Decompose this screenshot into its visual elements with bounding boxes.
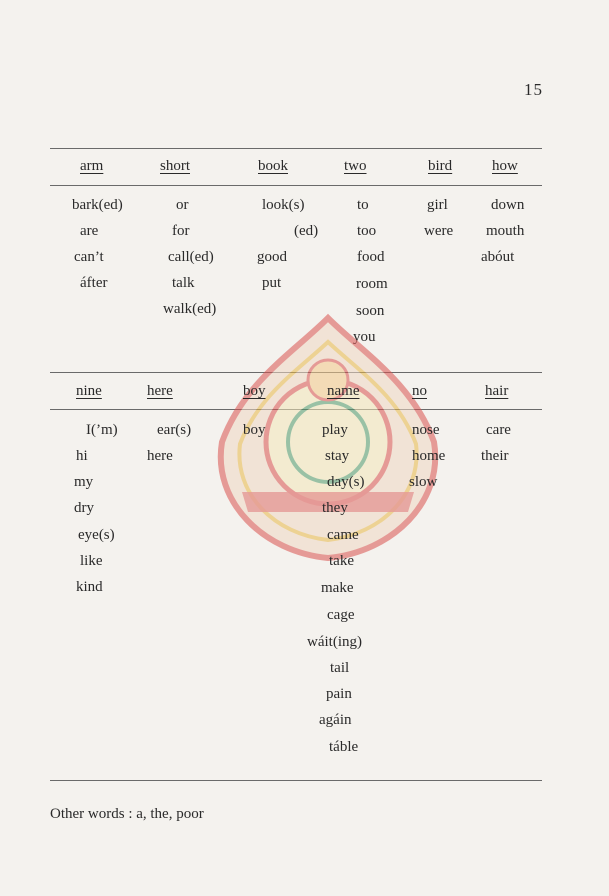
table1-header: arm — [80, 158, 104, 174]
table2-word: like — [80, 553, 103, 569]
table2-word: ear(s) — [157, 422, 192, 438]
table1-word: you — [353, 329, 376, 345]
table1-header: bird — [428, 158, 453, 174]
table1-word: good — [257, 249, 287, 265]
table1-word: are — [80, 223, 99, 239]
table2-word: make — [321, 580, 354, 596]
table2-word: agáin — [319, 712, 352, 728]
table1-word: down — [491, 197, 525, 213]
table1-word: food — [357, 249, 385, 265]
table1-word: talk — [172, 275, 195, 291]
table2-word: kind — [76, 579, 103, 595]
table1-word: mouth — [486, 223, 525, 239]
table2-header: name — [327, 383, 360, 399]
table1-word: walk(ed) — [163, 301, 217, 317]
table1-header-rule — [50, 185, 542, 186]
table2-word: stay — [325, 448, 350, 464]
table1-word: room — [356, 276, 388, 292]
table2-header: boy — [243, 383, 266, 399]
table2-word: tail — [330, 660, 350, 676]
table2-word: take — [329, 553, 354, 569]
table2-word: wáit(ing) — [307, 634, 362, 650]
table2-word: nose — [412, 422, 440, 438]
table1-header: short — [160, 158, 190, 174]
table2-word: here — [147, 448, 173, 464]
table2-word: I(’m) — [86, 422, 118, 438]
table2-word: my — [74, 474, 94, 490]
table1-word: abóut — [481, 249, 515, 265]
table1-word: can’t — [74, 249, 104, 265]
other-words-line: Other words : a, the, poor — [50, 806, 204, 822]
table1-header: how — [492, 158, 518, 174]
table1-top-rule — [50, 148, 542, 149]
bottom-rule — [50, 780, 542, 781]
table2-word: care — [486, 422, 511, 438]
table2-word: day(s) — [327, 474, 365, 490]
table1-word: áfter — [80, 275, 108, 291]
table2-word: home — [412, 448, 446, 464]
table2-word: eye(s) — [78, 527, 115, 543]
table1-word: for — [172, 223, 190, 239]
table2-word: cage — [327, 607, 355, 623]
table1-word: too — [357, 223, 377, 239]
table1-word: bark(ed) — [72, 197, 123, 213]
table1-word: or — [176, 197, 189, 213]
table1-header: book — [258, 158, 288, 174]
table2-header: hair — [485, 383, 509, 399]
table2-word: play — [322, 422, 348, 438]
table1-word: girl — [427, 197, 448, 213]
table2-word: dry — [74, 500, 94, 516]
table2-word: slow — [409, 474, 438, 490]
table1-word: soon — [356, 303, 385, 319]
table1-word: to — [357, 197, 369, 213]
table2-word: hi — [76, 448, 88, 464]
table1-word: call(ed) — [168, 249, 214, 265]
table2-header: here — [147, 383, 173, 399]
table1-word: put — [262, 275, 282, 291]
table2-word: táble — [329, 739, 359, 755]
table2-header: no — [412, 383, 427, 399]
table1-word: were — [424, 223, 454, 239]
table2-word: came — [327, 527, 359, 543]
table1-header: two — [344, 158, 367, 174]
table1-word: look(s) — [262, 197, 305, 213]
page-number: 15 — [524, 80, 543, 99]
table2-header: nine — [76, 383, 102, 399]
table2-word: they — [322, 500, 348, 516]
table2-word: boy — [243, 422, 266, 438]
table2-word: their — [481, 448, 509, 464]
table2-word: pain — [326, 686, 352, 702]
table1-word: (ed) — [294, 223, 319, 239]
